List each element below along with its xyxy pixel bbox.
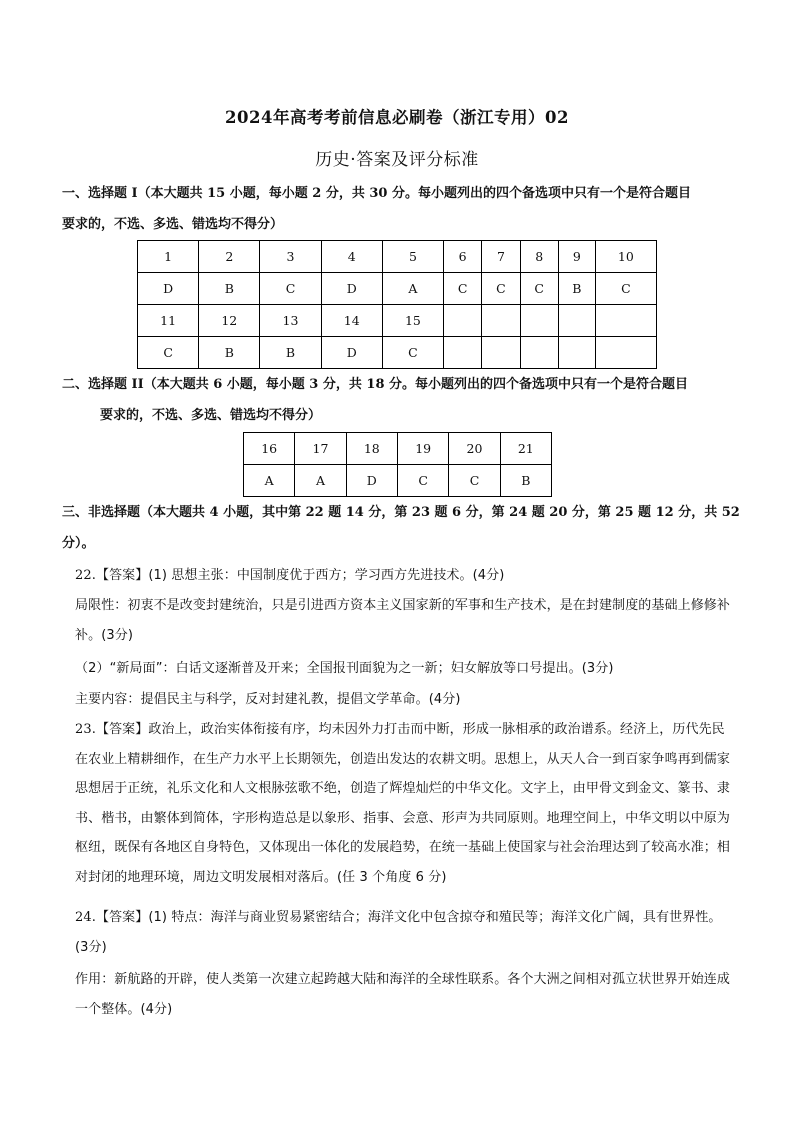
section1-question-number-cell: 2 bbox=[199, 241, 260, 273]
section2-answer-table bbox=[243, 432, 552, 497]
q22-answer-text: 【答案】(1) 思想主张：中国制度优于西方；学习西方先进技术。(4分) bbox=[95, 568, 505, 583]
section1-answer-cell: C bbox=[138, 337, 199, 369]
section1-answer-cell: B bbox=[260, 337, 321, 369]
section1-answer-cell: C bbox=[482, 273, 520, 305]
q22-limitation: 局限性：初衷不是改变封建统治，只是引进西方资本主义国家新的军事和生产技术，是在封建制度的基础上修修补补。(3分) bbox=[75, 598, 731, 643]
section1-answer-cell bbox=[595, 337, 656, 369]
section1-answer-cell: B bbox=[199, 337, 260, 369]
section1-answer-cell: D bbox=[138, 273, 199, 305]
section2-question-number-cell: 17 bbox=[295, 433, 346, 465]
section1-question-number-cell: 12 bbox=[199, 305, 260, 337]
section1-heading-line1: 一、选择题 I（本大题共 15 小题，每小题 2 分，共 30 分。每小题列出的四个备选项中只有一个是符合题目 bbox=[62, 186, 691, 201]
section1-question-number-cell: 6 bbox=[444, 241, 482, 273]
q23-number: 23. bbox=[75, 722, 96, 737]
section1-question-number-cell: 8 bbox=[520, 241, 558, 273]
section1-question-number-cell: 13 bbox=[260, 305, 321, 337]
section2-row bbox=[244, 465, 552, 497]
section1-question-number-cell: 11 bbox=[138, 305, 199, 337]
section1-question-number-cell: 14 bbox=[321, 305, 382, 337]
section3-heading-line2: 分）。 bbox=[62, 536, 95, 551]
section2-question-number-cell: 20 bbox=[449, 433, 500, 465]
section3-heading-line1: 三、非选择题（本大题共 4 小题，其中第 22 题 14 分，第 23 题 6 分，第 24 题 20 分，第 25 题 12 分，共 52 bbox=[62, 505, 740, 520]
section2-heading-line1: 二、选择题 II（本大题共 6 小题，每小题 3 分，共 18 分。每小题列出的四个备选项中只有一个是符合题目 bbox=[62, 377, 689, 392]
q22-answer-part1 bbox=[75, 561, 735, 591]
section1-heading-line2: 要求的，不选、多选、错选均不得分） bbox=[62, 217, 284, 232]
section2-answer-cell: C bbox=[397, 465, 448, 497]
section1-row bbox=[138, 305, 657, 337]
section1-answer-cell: C bbox=[520, 273, 558, 305]
section2-answer-cell: D bbox=[346, 465, 397, 497]
q22-number: 22. bbox=[75, 568, 96, 583]
section2-answer-cell: A bbox=[295, 465, 346, 497]
section1-row bbox=[138, 273, 657, 305]
section2-question-number-cell: 21 bbox=[500, 433, 551, 465]
section1-question-number-cell: 1 bbox=[138, 241, 199, 273]
section1-answer-cell: C bbox=[595, 273, 656, 305]
section1-answer-cell: D bbox=[321, 337, 382, 369]
section1-answer-cell: C bbox=[444, 273, 482, 305]
section1-answer-cell: B bbox=[558, 273, 595, 305]
section2-answer-cell: A bbox=[244, 465, 295, 497]
q23-answer bbox=[75, 715, 735, 892]
section1-question-number-cell: 4 bbox=[321, 241, 382, 273]
section1-question-number-cell: 15 bbox=[382, 305, 443, 337]
section1-question-number-cell bbox=[558, 305, 595, 337]
section1-answer-cell: A bbox=[382, 273, 443, 305]
section1-answer-cell: B bbox=[199, 273, 260, 305]
section1-question-number-cell: 7 bbox=[482, 241, 520, 273]
q22-new-situation: （2）“新局面”：白话文逐渐普及开来；全国报刊面貌为之一新；妇女解放等口号提出。(3分) bbox=[75, 661, 614, 676]
section1-answer-cell: D bbox=[321, 273, 382, 305]
section1-answer-cell bbox=[558, 337, 595, 369]
section1-row bbox=[138, 337, 657, 369]
section1-row bbox=[138, 241, 657, 273]
page-subtitle: 历史·答案及评分标准 bbox=[315, 150, 479, 170]
section1-question-number-cell: 3 bbox=[260, 241, 321, 273]
q24-effect: 作用：新航路的开辟，使人类第一次建立起跨越大陆和海洋的全球性联系。各个大洲之间相对孤立状世界开始连成一个整体。(4分) bbox=[75, 972, 731, 1017]
section1-question-number-cell bbox=[595, 305, 656, 337]
section1-question-number-cell: 9 bbox=[558, 241, 595, 273]
section1-question-number-cell bbox=[520, 305, 558, 337]
section2-question-number-cell: 16 bbox=[244, 433, 295, 465]
section2-answer-cell: C bbox=[449, 465, 500, 497]
section1-answer-cell bbox=[520, 337, 558, 369]
section2-answer-cell: B bbox=[500, 465, 551, 497]
section1-answer-cell bbox=[482, 337, 520, 369]
q24-answer-text: 【答案】(1) 特点：海洋与商业贸易紧密结合；海洋文化中包含掠夺和殖民等；海洋文化广阔，具有世界性。(3分) bbox=[75, 910, 722, 955]
section1-question-number-cell bbox=[482, 305, 520, 337]
section2-question-number-cell: 18 bbox=[346, 433, 397, 465]
section1-answer-cell: C bbox=[260, 273, 321, 305]
q22-main-content: 主要内容：提倡民主与科学，反对封建礼教，提倡文学革命。(4分) bbox=[75, 692, 461, 707]
page-title: 2024年高考考前信息必刷卷（浙江专用）02 bbox=[225, 108, 569, 127]
section1-question-number-cell: 5 bbox=[382, 241, 443, 273]
section1-answer-cell: C bbox=[382, 337, 443, 369]
q24-number: 24. bbox=[75, 910, 96, 925]
section2-row bbox=[244, 433, 552, 465]
q23-answer-text: 【答案】政治上，政治实体衔接有序，均未因外力打击而中断，形成一脉相承的政治谱系。经济上，历代先民在农业上精耕细作，在生产力水平上长期领先，创造出发达的农耕文明。思想上，从天人合一到百家争鸣再到儒家思想居于正统，礼乐文化和人文根脉弦歌不绝，创造了辉煌灿烂的中华文化。文字上，由甲骨文到金文、篆书、隶书、楷书，由繁体到简体，字形构造总是以象形、指事、会意、形声为共同原则。地理空间上，中华文明以中原为枢纽，既保有各地区自身特色，又体现出一体化的发展趋势，在统一基础上使国家与社会治理达到了较高水准；相对封闭的地理环境，周边文明发展相对落后。(任 3 个角度 6 分) bbox=[75, 722, 731, 885]
section2-heading-line2: 要求的，不选、多选、错选均不得分） bbox=[100, 408, 322, 423]
section2-question-number-cell: 19 bbox=[397, 433, 448, 465]
section1-answer-cell bbox=[444, 337, 482, 369]
section1-question-number-cell bbox=[444, 305, 482, 337]
q24-answer-part1 bbox=[75, 903, 735, 962]
section1-question-number-cell: 10 bbox=[595, 241, 656, 273]
section1-answer-table bbox=[137, 240, 657, 369]
